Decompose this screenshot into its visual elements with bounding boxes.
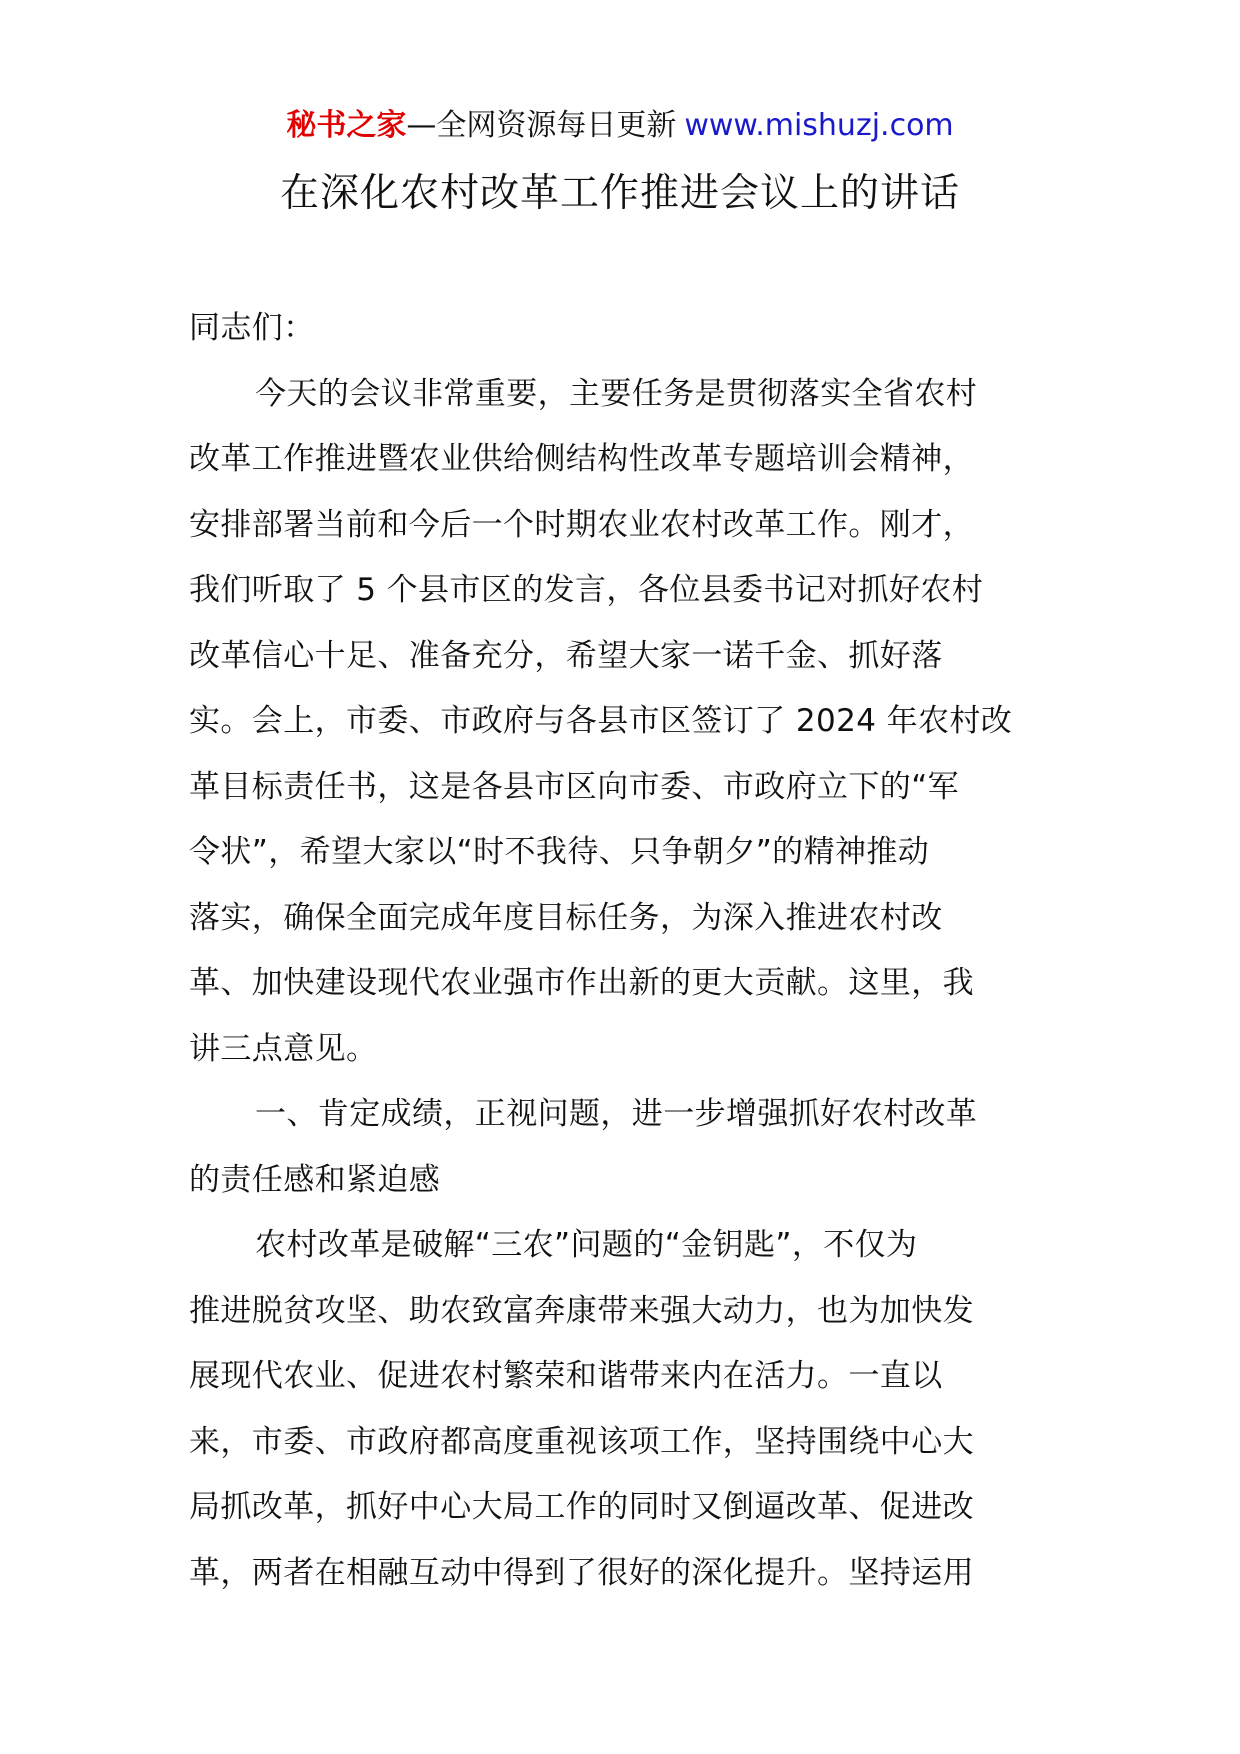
paragraph-line: 安排部署当前和今后一个时期农业农村改革工作。刚才， <box>189 506 974 543</box>
paragraph-line: 展现代农业、促进农村繁荣和谐带来内在活力。一直以 <box>189 1358 943 1394</box>
salutation: 同志们： <box>189 310 315 346</box>
paragraph-line: 改革工作推进暨农业供给侧结构性改革专题培训会精神， <box>189 441 974 477</box>
paragraph-line: 今天的会议非常重要，主要任务是贯彻落实全省农村 <box>255 375 978 412</box>
document-body <box>189 296 1059 1606</box>
paragraph-line: 革、加快建设现代农业强市作出新的更大贡献。这里，我 <box>189 965 974 1001</box>
paragraph-line: 革，两者在相融互动中得到了很好的深化提升。坚持运用 <box>189 1554 974 1591</box>
paragraph-line: 农村改革是破解“三农”问题的“金钥匙”，不仅为 <box>255 1227 918 1263</box>
paragraph-line: 令状”，希望大家以“时不我待、只争朝夕”的精神推动 <box>189 834 930 870</box>
paragraph-line: 改革信心十足、准备充分，希望大家一诺千金、抓好落 <box>189 637 943 674</box>
paragraph-line: 来，市委、市政府都高度重视该项工作，坚持围绕中心大 <box>189 1423 974 1460</box>
site-url-link[interactable]: www.mishuzj.com <box>684 108 954 143</box>
paragraph-line: 实。会上，市委、市政府与各县市区签订了 2024 年农村改 <box>189 703 1013 739</box>
paragraph-line: 落实，确保全面完成年度目标任务，为深入推进农村改 <box>189 899 943 936</box>
site-header <box>0 104 1240 148</box>
paragraph-line: 局抓改革，抓好中心大局工作的同时又倒逼改革、促进改 <box>189 1489 974 1525</box>
paragraph-line: 革目标责任书，这是各县市区向市委、市政府立下的“军 <box>189 768 960 805</box>
brand-name: 秘书之家 <box>286 108 407 143</box>
paragraph-line: 讲三点意见。 <box>189 1030 378 1067</box>
header-tagline: —全网资源每日更新 <box>406 108 677 143</box>
section-heading-line: 一、肯定成绩，正视问题，进一步增强抓好农村改革 <box>255 1096 978 1132</box>
section-heading-line: 的责任感和紧迫感 <box>189 1161 441 1198</box>
paragraph-line: 推进脱贫攻坚、助农致富奔康带来强大动力，也为加快发 <box>189 1292 974 1329</box>
document-title: 在深化农村改革工作推进会议上的讲话 <box>279 171 960 216</box>
paragraph-line: 我们听取了 5 个县市区的发言，各位县委书记对抓好农村 <box>189 572 984 608</box>
